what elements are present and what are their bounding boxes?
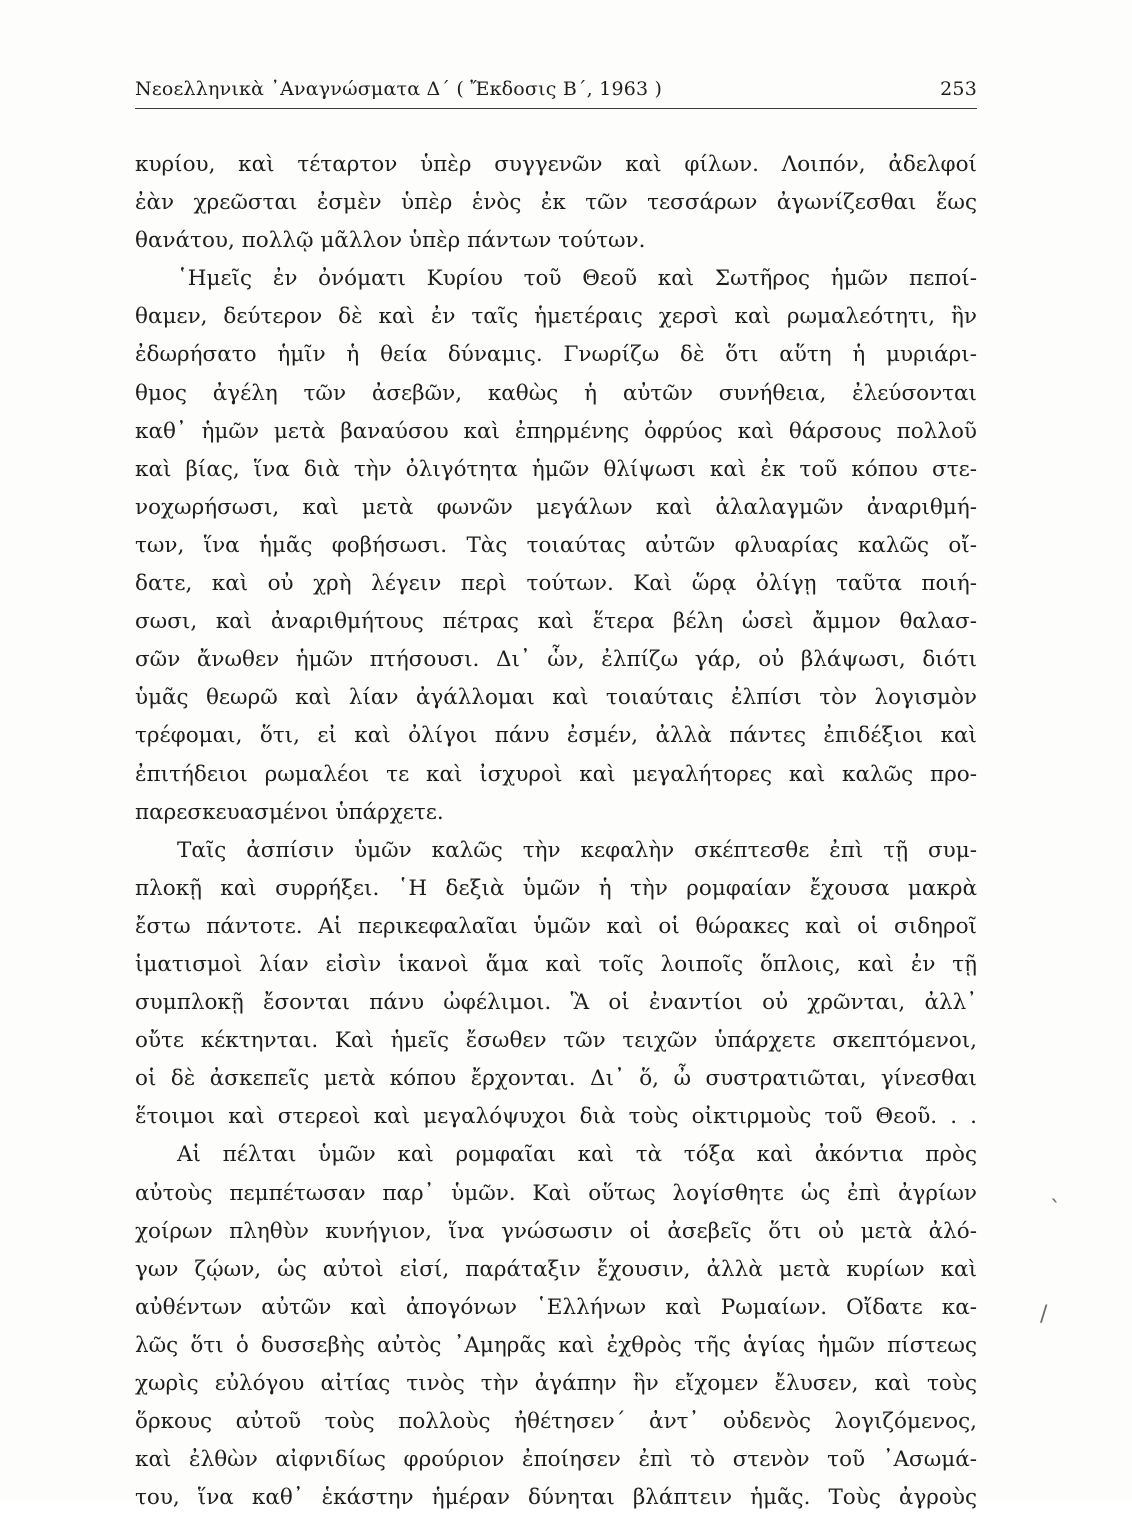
text-line: ὅρκους αὐτοῦ τοὺς πολλοὺς ἠθέτησεν΄ ἀντ᾿ οὐδενὸς λογιζόμενος, <box>135 1409 977 1435</box>
text-line: ἱματισμοὶ λίαν εἰσὶν ἱκανοὶ ἅμα καὶ τοῖς λοιποῖς ὅπλοις, καὶ ἐν τῇ <box>135 951 977 977</box>
page-number: 253 <box>940 78 977 100</box>
text-line: ῾Ημεῖς ἐν ὀνόματι Κυρίου τοῦ Θεοῦ καὶ Σωτῆρος ἡμῶν πεποί- <box>177 266 977 292</box>
text-line: ἐὰν χρεῶσται ἐσμὲν ὑπὲρ ἑνὸς ἐκ τῶν τεσσάρων ἀγωνίζεσθαι ἕως <box>135 190 977 216</box>
text-line: ἔστω πάντοτε. Αἱ περικεφαλαῖαι ὑμῶν καὶ οἱ θώρακες καὶ οἱ σιδηροῖ <box>135 913 977 939</box>
running-head-title: Νεοελληνικὰ ᾿Αναγνώσματα Δ΄ ( Ἔκδοσις Β΄, 1963 ) <box>135 78 663 100</box>
text-line: ἐδωρήσατο ἡμῖν ἡ θεία δύναμις. Γνωρίζω δὲ ὅτι αὕτη ἡ μυριάρι- <box>135 342 977 368</box>
text-line: οὔτε κέκτηνται. Καὶ ἡμεῖς ἔσωθεν τῶν τειχῶν ὑπάρχετε σκεπτόμενοι, <box>135 1028 977 1054</box>
text-line: ἕτοιμοι καὶ στερεοὶ καὶ μεγαλόψυχοι διὰ τοὺς οἰκτιρμοὺς τοῦ Θεοῦ. . . <box>135 1104 977 1130</box>
text-line: νοχωρήσωσι, καὶ μετὰ φωνῶν μεγάλων καὶ ἀλαλαγμῶν ἀναριθμή- <box>135 494 977 520</box>
text-line: θαμεν, δεύτερον δὲ καὶ ἐν ταῖς ἡμετέραις χερσὶ καὶ ρωμαλεότητι, ἣν <box>135 304 977 330</box>
text-line: οἱ δὲ ἀσκεπεῖς μετὰ κόπου ἔρχονται. Δι᾿ ὅ, ὦ συστρατιῶται, γίνεσθαι <box>135 1066 977 1092</box>
text-line: χωρὶς εὐλόγου αἰτίας τινὸς τὴν ἀγάπην ἣν εἴχομεν ἔλυσεν, καὶ τοὺς <box>135 1371 977 1396</box>
scan-speck: / <box>1040 1302 1048 1327</box>
text-line: αὐτοὺς πεμπέτωσαν παρ᾿ ὑμῶν. Καὶ οὕτως λογίσθητε ὡς ἐπὶ ἀγρίων <box>135 1180 977 1206</box>
text-line: κυρίου, καὶ τέταρτον ὑπὲρ συγγενῶν καὶ φίλων. Λοιπόν, ἀδελφοί <box>135 152 977 177</box>
text-line: σῶν ἄνωθεν ἡμῶν πτήσουσι. Δι᾿ ὧν, ἐλπίζω γάρ, οὐ βλάψωσι, διότι <box>135 647 977 673</box>
text-line: καθ᾿ ἡμῶν μετὰ βαναύσου καὶ ἐπηρμένης ὀφρύος καὶ θάρσους πολλοῦ <box>135 418 977 444</box>
text-line: θμος ἀγέλη τῶν ἀσεβῶν, καθὼς ἡ αὐτῶν συνήθεια, ἐλεύσονται <box>135 380 977 406</box>
text-line: πλοκῇ καὶ συρρήξει. ῾Η δεξιὰ ὑμῶν ἡ τὴν ρομφαίαν ἔχουσα μακρὰ <box>135 875 977 901</box>
text-line: σωσι, καὶ ἀναριθμήτους πέτρας καὶ ἕτερα βέλη ὡσεὶ ἄμμον θαλασ- <box>135 609 977 635</box>
text-line: ὑμᾶς θεωρῶ καὶ λίαν ἀγάλλομαι καὶ τοιαύταις ἐλπίσι τὸν λογισμὸν <box>135 685 977 711</box>
text-line: Ταῖς ἀσπίσιν ὑμῶν καλῶς τὴν κεφαλὴν σκέπτεσθε ἐπὶ τῇ συμ- <box>177 837 977 863</box>
text-line: του, ἵνα καθ᾿ ἑκάστην ἡμέραν δύνηται βλάπτειν ἡμᾶς. Τοὺς ἀγροὺς <box>135 1485 977 1511</box>
text-line: των, ἵνα ἡμᾶς φοβήσωσι. Τὰς τοιαύτας αὐτῶν φλυαρίας καλῶς οἴ- <box>135 532 977 558</box>
text-line: παρεσκευασμένοι ὑπάρχετε. <box>135 799 444 825</box>
text-line: καὶ βίας, ἵνα διὰ τὴν ὀλιγότητα ἡμῶν θλίψωσι καὶ ἐκ τοῦ κόπου στε- <box>135 456 977 482</box>
running-head <box>135 74 977 109</box>
text-line: αὐθέντων αὐτῶν καὶ ἀπογόνων ῾Ελλήνων καὶ Ρωμαίων. Οἴδατε κα- <box>135 1294 977 1320</box>
scan-speck: ˎ <box>1050 1178 1061 1203</box>
text-line: λῶς ὅτι ὁ δυσσεβὴς αὐτὸς ᾿Αμηρᾶς καὶ ἐχθρὸς τῆς ἁγίας ἡμῶν πίστεως <box>135 1332 977 1358</box>
text-line: ἐπιτήδειοι ρωμαλέοι τε καὶ ἰσχυροὶ καὶ μεγαλήτορες καὶ καλῶς προ- <box>135 761 977 787</box>
text-line: συμπλοκῇ ἔσονται πάνυ ὠφέλιμοι. Ἃ οἱ ἐναντίοι οὐ χρῶνται, ἀλλ᾿ <box>135 990 977 1016</box>
body-text <box>135 146 977 1517</box>
text-line: τρέφομαι, ὅτι, εἰ καὶ ὀλίγοι πάνυ ἐσμέν, ἀλλὰ πάντες ἐπιδέξιοι καὶ <box>135 723 977 749</box>
text-line: καὶ ἐλθὼν αἰφνιδίως φρούριον ἐποίησεν ἐπὶ τὸ στενὸν τοῦ ᾿Ασωμά- <box>135 1447 977 1473</box>
text-line: θανάτου, πολλῷ μᾶλλον ὑπὲρ πάντων τούτων. <box>135 228 646 254</box>
text-line: χοίρων πληθὺν κυνήγιον, ἵνα γνώσωσιν οἱ ἀσεβεῖς ὅτι οὐ μετὰ ἀλό- <box>135 1218 977 1244</box>
text-line: δατε, καὶ οὐ χρὴ λέγειν περὶ τούτων. Καὶ ὥρᾳ ὀλίγῃ ταῦτα ποιή- <box>135 571 977 597</box>
text-line: Αἱ πέλται ὑμῶν καὶ ρομφαῖαι καὶ τὰ τόξα καὶ ἀκόντια πρὸς <box>177 1142 977 1168</box>
text-line: γων ζῴων, ὡς αὐτοὶ εἰσί, παράταξιν ἔχουσιν, ἀλλὰ μετὰ κυρίων καὶ <box>135 1256 977 1282</box>
